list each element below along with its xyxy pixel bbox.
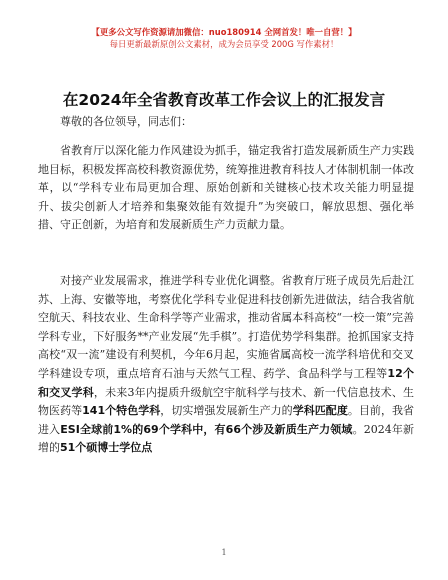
paragraph-2-new: 。2024年新增的 — [38, 422, 415, 455]
promo-banner-line1: 【更多公文写作资源请加微信：nuo180914 全网首发！唯一自营！】 — [91, 27, 357, 37]
paragraph-2-intro: 对接产业发展需求，推进学科专业优化调整。省教育厅班子成员先后赴江苏、上海、安徽等地，考察优化学科专业促进科技创新先进做法，结合我省航空航天、科技农业、生命科学等产业需求，推动省属本科高校“一校一策”完善学科专业，下好服务**产业发展“先手棋”。打造优势学科集群。抢抓国家支持高校“双一流”建设有利契机，今年6月起，实施省属高校一流学科培优和交叉学科建设专项，重点培育石油与天然气工程、药学、食品科学与工程等 — [38, 274, 414, 380]
greeting: 尊敬的各位领导，同志们： — [60, 115, 192, 128]
document-title: 在2024年全省教育改革工作会议上的汇报发言 — [62, 91, 386, 109]
paragraph-2 — [38, 272, 414, 458]
bold-cross-disciplines: 12个和交叉学科 — [38, 366, 415, 399]
paragraph-1: 省教育厅以深化能力作风建设为抓手，锚定我省打造发展新质生产力实践地目标，积极发挥高校科教资源优势，统筹推进教育科技人才体制机制一体改革，以“学科专业布局更加合理、原始创新和关键核心技术攻关能力明显提升、拔尖创新人才培养和集聚效能有效提升”为突破口，解放思想、强化举措、守正创新，为培育和发展新质生产力贡献力量。 — [38, 144, 414, 232]
bold-degree-points: 51个硕博士学位点 — [60, 441, 153, 455]
paragraph-2-current: 。目前，我省进入 — [38, 404, 415, 436]
promo-banner-line2: 每日更新最新原创公文素材，成为会员享受 200G 写作素材！ — [109, 39, 339, 49]
page-number: 1 — [221, 548, 227, 557]
paragraph-2-strengthen: ，切实增强发展新生产力的 — [160, 404, 293, 418]
promo-banner — [0, 26, 448, 50]
bold-esi-disciplines: ESI全球前1%的69个学科中，有66个涉及新质生产力领域 — [60, 422, 353, 436]
bold-feature-disciplines: 141个特色学科 — [82, 404, 161, 418]
bold-match-degree: 学科匹配度 — [292, 404, 348, 418]
paragraph-2-future: ，未来3年内提质升级航空宇航科学与技术、新一代信息技术、生物医药等 — [38, 385, 415, 418]
